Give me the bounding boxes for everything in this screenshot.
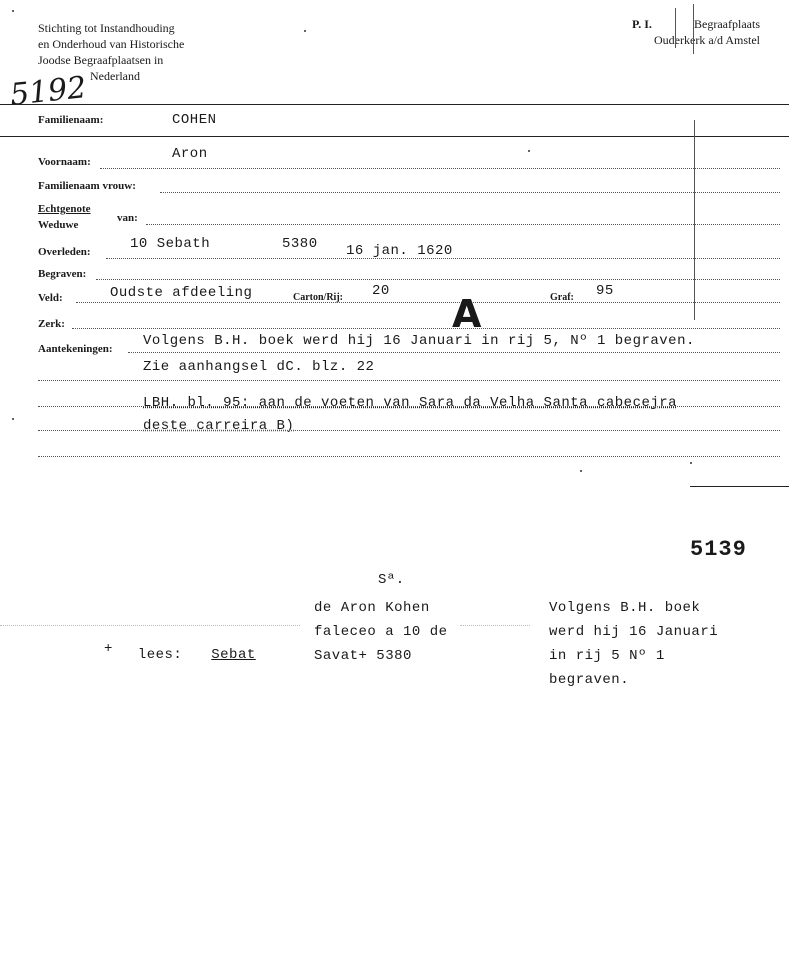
org-line: Nederland xyxy=(90,69,140,83)
attachment-number: 5139 xyxy=(690,537,747,562)
org-line: Joodse Begraafplaatsen in xyxy=(38,53,164,67)
rule xyxy=(0,104,789,105)
field-line xyxy=(128,352,780,353)
value-rij: 20 xyxy=(372,283,390,299)
field-line xyxy=(160,192,780,193)
cemetery-info xyxy=(634,16,760,48)
field-line xyxy=(38,456,780,457)
label-familienaam: Familienaam: xyxy=(38,114,104,126)
value-overleden-civil: 16 jan. 1620 xyxy=(346,243,453,259)
attachment-col-right xyxy=(549,596,718,692)
label-van: van: xyxy=(117,212,138,224)
footnote-marker: + xyxy=(104,641,113,657)
attachment-col-middle xyxy=(314,596,448,668)
attachment-line: de Aron Kohen xyxy=(314,600,430,616)
speck xyxy=(580,470,582,472)
label-carton-rij: Carton/Rij: xyxy=(293,292,343,303)
field-line xyxy=(38,380,780,381)
footnote-word: Sebat xyxy=(211,647,256,663)
field-line xyxy=(96,279,780,280)
label-zerk: Zerk: xyxy=(38,318,65,330)
note-line: Zie aanhangsel dC. blz. 22 xyxy=(143,359,375,375)
label-echtgenote: Echtgenote xyxy=(38,203,91,215)
attachment-line: in rij 5 Nº 1 xyxy=(549,648,665,664)
label-aantekeningen: Aantekeningen: xyxy=(38,343,113,355)
card-edge xyxy=(690,486,789,487)
label-begraven: Begraven: xyxy=(38,268,87,280)
cemetery-line: Begraafplaats xyxy=(694,17,760,31)
note-line: deste carreira B) xyxy=(143,418,295,434)
org-line: Stichting tot Instandhouding xyxy=(38,21,175,35)
attachment-line: werd hij 16 Januari xyxy=(549,624,719,640)
field-line xyxy=(76,302,780,303)
note-line: Volgens B.H. boek werd hij 16 Januari in rij 5, Nº 1 begraven. xyxy=(143,333,695,349)
note-line: LBH. bl. 95: aan de voeten van Sara da Velha Santa cabecejra xyxy=(143,395,678,411)
label-graf: Graf: xyxy=(550,292,574,303)
cemetery-line: Ouderkerk a/d Amstel xyxy=(654,33,760,47)
margin-line xyxy=(694,120,695,320)
stamp-letter: A xyxy=(452,292,482,336)
org-line: en Onderhoud van Historische xyxy=(38,37,185,51)
header-divider xyxy=(675,8,676,48)
footnote-label: lees: xyxy=(137,647,183,663)
speck xyxy=(528,150,530,152)
label-veld: Veld: xyxy=(38,292,63,304)
value-overleden-hebrew: 10 Sebath xyxy=(130,236,211,252)
handwritten-number: 5192 xyxy=(8,70,88,113)
value-graf: 95 xyxy=(596,283,614,299)
value-overleden-year: 5380 xyxy=(282,236,318,252)
field-line xyxy=(106,258,780,259)
speck xyxy=(690,462,692,464)
trace-line xyxy=(0,625,300,626)
label-familienaam-vrouw: Familienaam vrouw: xyxy=(38,180,136,192)
ref-code: P. I. xyxy=(632,17,652,31)
trace-line xyxy=(460,625,530,626)
rule xyxy=(0,136,789,137)
header-divider xyxy=(693,4,694,54)
attachment-line: faleceo a 10 de xyxy=(314,624,448,640)
field-line xyxy=(38,430,780,431)
attachment-heading: Sª. xyxy=(378,572,405,588)
speck xyxy=(304,30,306,32)
value-veld: Oudste afdeeling xyxy=(110,285,253,301)
field-line xyxy=(146,224,780,225)
attachment-line: begraven. xyxy=(549,672,630,688)
value-familienaam: COHEN xyxy=(172,112,217,128)
attachment-footnote xyxy=(104,643,256,667)
field-line xyxy=(100,168,780,169)
speck xyxy=(12,418,14,420)
label-voornaam: Voornaam: xyxy=(38,156,91,168)
label-weduwe: Weduwe xyxy=(38,219,79,231)
field-line xyxy=(38,406,780,407)
attachment-line: Volgens B.H. boek xyxy=(549,600,701,616)
value-voornaam: Aron xyxy=(172,146,208,162)
attachment-line: Savat+ 5380 xyxy=(314,648,412,664)
speck xyxy=(12,10,14,12)
label-overleden: Overleden: xyxy=(38,246,91,258)
